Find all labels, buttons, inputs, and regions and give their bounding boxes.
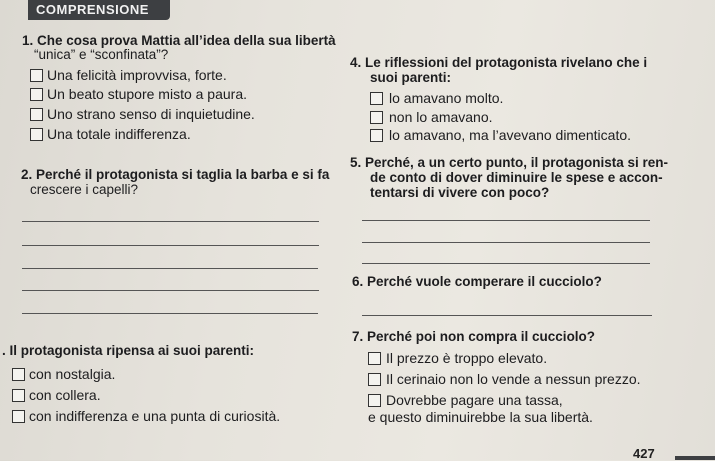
q3-option-2-label: con collera. [29,387,101,403]
q5-question-line3: tentarsi di vivere con poco? [370,185,550,200]
q7-option-3-checkbox[interactable] [368,394,381,407]
q3-option-3-label: con indifferenza e una punta di curiosità. [29,408,281,424]
q2-question-line2: crescere i capelli? [30,182,139,197]
q1-option-1-label: Una felicità improvvisa, forte. [47,67,227,83]
q1-question-line2: “unica” e “sconfinata”? [34,47,169,62]
q1-option-4-label: Una totale indifferenza. [47,126,191,142]
section-tab [28,0,170,20]
q3-option-1-checkbox[interactable] [12,368,25,381]
q4-option-1-checkbox[interactable] [370,92,383,105]
q6-question: 6. Perché vuole comperare il cucciolo? [352,274,602,289]
q4-option-2-label: non lo amavano. [389,109,493,125]
q1-option-2-checkbox[interactable] [30,88,43,101]
q7-option-1-label: Il prezzo è troppo elevato. [386,350,548,366]
q4-question-line1: 4. Le riflessioni del protagonista rivelano che i [350,55,648,70]
q3-option-2-checkbox[interactable] [12,389,25,402]
q5-answer-line-1[interactable] [362,220,650,221]
q5-question-line2: de conto di dover diminuire le spese e accon- [370,170,663,185]
q1-option-4-checkbox[interactable] [30,128,43,141]
q1-option-3-label: Uno strano senso di inquietudine. [47,106,255,122]
q1-option-2-label: Un beato stupore misto a paura. [47,86,248,102]
q5-answer-line-2[interactable] [362,242,650,243]
q4-option-2-checkbox[interactable] [370,111,383,124]
q2-answer-line-4[interactable] [22,290,319,291]
q1-option-3-checkbox[interactable] [30,108,43,121]
q2-answer-line-1[interactable] [22,221,319,222]
q2-question-line1: 2. Perché il protagonista si taglia la barba e si fa [21,167,330,182]
q1-question-line1: 1. Che cosa prova Mattia all’idea della sua libertà [22,33,336,48]
q4-question-line2: suoi parenti: [370,70,452,85]
q7-option-3-continuation: e questo diminuirebbe la sua libertà. [368,409,593,425]
q4-option-1-label: lo amavano molto. [389,90,504,106]
q1-option-1-checkbox[interactable] [30,69,43,82]
q5-question-line1: 5. Perché, a un certo punto, il protagonista si ren- [350,155,669,170]
q4-option-3-checkbox[interactable] [370,129,383,142]
q5-answer-line-3[interactable] [362,263,650,264]
q3-option-3-checkbox[interactable] [12,410,25,423]
q2-answer-line-5[interactable] [22,313,318,314]
q7-question: 7. Perché poi non compra il cucciolo? [352,329,596,344]
q3-option-1-label: con nostalgia. [29,366,116,382]
q7-option-2-label: Il cerinaio non lo vende a nessun prezzo. [386,371,641,387]
q7-option-3-label: Dovrebbe pagare una tassa, [386,392,563,408]
q6-answer-line-1[interactable] [362,315,652,316]
section-tab-label: COMPRENSIONE [36,2,149,17]
q3-question: . Il protagonista ripensa ai suoi parenti: [2,343,255,358]
page-number: 427 [633,446,655,461]
q4-option-3-label: lo amavano, ma l’avevano dimenticato. [389,127,632,143]
q7-option-1-checkbox[interactable] [368,352,381,365]
corner-bar [675,456,715,460]
q2-answer-line-2[interactable] [22,245,319,246]
q2-answer-line-3[interactable] [22,268,318,269]
q7-option-2-checkbox[interactable] [368,373,381,386]
